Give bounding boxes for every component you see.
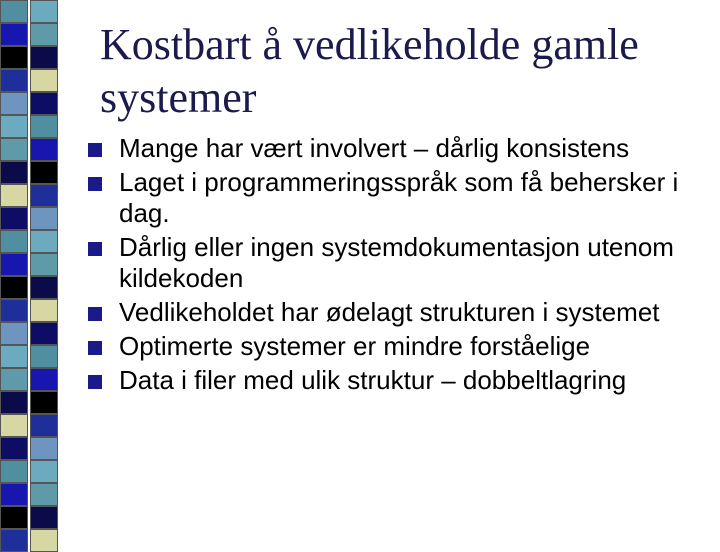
bullet-item: [88, 232, 688, 294]
stripe-block: [0, 460, 28, 483]
stripe-block: [30, 345, 58, 368]
square-bullet-icon: [88, 307, 102, 321]
stripe-block: [30, 276, 58, 299]
square-bullet-icon: [88, 177, 102, 191]
bullet-item: [88, 365, 688, 396]
stripe-block: [0, 46, 28, 69]
stripe-block: [30, 23, 58, 46]
bullet-list: [88, 133, 688, 399]
stripe-block: [30, 437, 58, 460]
stripe-block: [0, 0, 28, 23]
stripe-block: [0, 115, 28, 138]
stripe-block: [30, 299, 58, 322]
bullet-text: Data i filer med ulik struktur – dobbeltlagring: [119, 365, 627, 395]
bullet-text: Mange har vært involvert – dårlig konsistens: [119, 133, 630, 163]
stripe-block: [30, 253, 58, 276]
stripe-block: [0, 368, 28, 391]
bullet-text: Vedlikeholdet har ødelagt strukturen i systemet: [119, 297, 660, 327]
bullet-text: Laget i programmeringsspråk som få behersker i dag.: [119, 167, 679, 228]
stripe-block: [0, 437, 28, 460]
stripe-block: [30, 207, 58, 230]
stripe-block: [0, 69, 28, 92]
stripe-block: [30, 529, 58, 552]
bullet-item: [88, 167, 688, 229]
square-bullet-icon: [88, 341, 102, 355]
stripe-block: [30, 460, 58, 483]
bullet-text: Dårlig eller ingen systemdokumentasjon utenom kildekoden: [119, 232, 674, 293]
stripe-block: [30, 230, 58, 253]
stripe-block: [0, 276, 28, 299]
stripe-block: [0, 483, 28, 506]
stripe-block: [0, 299, 28, 322]
bullet-text: Optimerte systemer er mindre forståelige: [119, 331, 591, 361]
stripe-block: [30, 161, 58, 184]
stripe-block: [30, 414, 58, 437]
stripe-block: [0, 230, 28, 253]
stripe-block: [30, 138, 58, 161]
stripe-block: [30, 391, 58, 414]
square-bullet-icon: [88, 143, 102, 157]
slide-title: Kostbart å vedlikeholde gamle systemer: [100, 20, 639, 122]
stripe-block: [30, 368, 58, 391]
stripe-block: [30, 483, 58, 506]
stripe-block: [0, 529, 28, 552]
stripe-block: [0, 207, 28, 230]
stripe-block: [0, 23, 28, 46]
bullet-item: [88, 133, 688, 164]
stripe-block: [0, 253, 28, 276]
stripe-block: [0, 322, 28, 345]
bullet-item: [88, 297, 688, 328]
square-bullet-icon: [88, 242, 102, 256]
stripe-block: [0, 506, 28, 529]
stripe-block: [30, 322, 58, 345]
square-bullet-icon: [88, 375, 102, 389]
stripe-block: [0, 161, 28, 184]
stripe-block: [30, 46, 58, 69]
stripe-block: [30, 0, 58, 23]
stripe-block: [30, 69, 58, 92]
stripe-block: [0, 138, 28, 161]
stripe-block: [30, 506, 58, 529]
stripe-block: [30, 92, 58, 115]
stripe-block: [30, 115, 58, 138]
stripe-block: [30, 184, 58, 207]
stripe-block: [0, 345, 28, 368]
stripe-block: [0, 184, 28, 207]
stripe-block: [0, 391, 28, 414]
decorative-stripe: [0, 0, 58, 540]
bullet-item: [88, 331, 688, 362]
stripe-block: [0, 414, 28, 437]
stripe-block: [0, 92, 28, 115]
